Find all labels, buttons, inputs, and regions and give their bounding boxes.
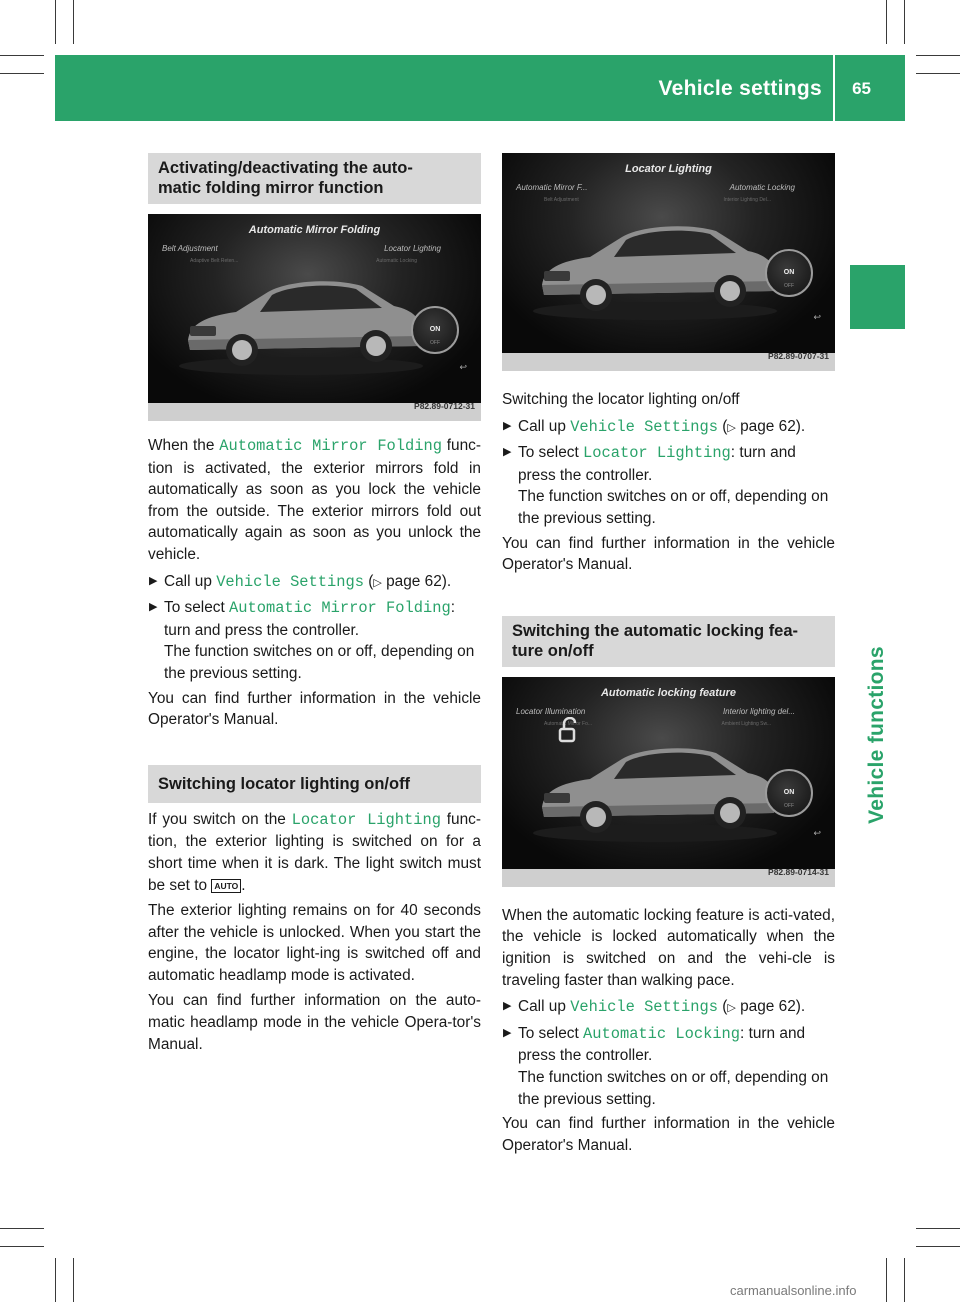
instruction-step: [502, 996, 835, 1020]
arrow-right-icon: ▶: [149, 601, 158, 614]
text: Call up: [518, 998, 571, 1016]
arrow-right-icon: ▶: [149, 574, 158, 587]
triangle-right-icon: ▷: [373, 576, 382, 589]
display-sub-right: Interior Lighting Del...: [723, 197, 771, 203]
text: (: [717, 998, 728, 1016]
text: To select: [518, 1024, 584, 1042]
figure-mirror-folding: [148, 214, 481, 421]
page-number: 65: [852, 79, 871, 98]
display-title: Automatic Mirror Folding: [248, 224, 381, 236]
display-menu-left: Locator Illumination: [516, 706, 586, 716]
arrow-right-icon: ▶: [503, 446, 512, 459]
page-header-title: Vehicle settings: [658, 77, 822, 100]
dial-off-label: OFF: [784, 283, 794, 289]
car-illustration: [530, 203, 780, 323]
header-divider: [833, 55, 835, 121]
crop-mark: [916, 73, 960, 74]
crop-mark: [916, 1246, 960, 1247]
crop-mark: [73, 1258, 74, 1302]
text: .: [241, 876, 246, 894]
controller-dial: [765, 249, 813, 297]
crop-mark: [0, 1246, 44, 1247]
crop-mark: [0, 73, 44, 74]
text: press the controller.: [518, 466, 653, 484]
display-screen: [502, 153, 835, 353]
display-sub-left: Automatic Mirror Fo...: [544, 720, 593, 727]
page-reference[interactable]: page 62).: [381, 572, 452, 590]
text: (: [363, 572, 374, 590]
text: If you switch on the: [148, 810, 292, 828]
menu-reference: Locator Lighting: [583, 444, 731, 463]
text: To select: [518, 444, 584, 462]
display-sub-right: Ambient Lighting Sw...: [721, 720, 771, 727]
text: : turn and: [730, 444, 796, 462]
crop-mark: [904, 1258, 905, 1302]
dial-off-label: OFF: [430, 340, 440, 346]
car-illustration: [530, 725, 780, 845]
text: (: [717, 417, 728, 435]
section-heading-locator-lighting: Switching locator lighting on/off: [148, 765, 481, 803]
instruction-step: [502, 442, 835, 529]
paragraph: When the automatic locking feature is acti-vated, the vehicle is locked automatically when the ignition is switched on and the vehi-cle is traveling faster than walking pace.: [502, 906, 835, 989]
instruction-step: [148, 597, 481, 684]
display-menu-left: Belt Adjustment: [162, 244, 218, 253]
menu-reference: Automatic Locking: [583, 1024, 741, 1043]
arrow-right-icon: ▶: [503, 1000, 512, 1013]
section-heading-automatic-locking: Switching the automatic locking fea- ture on/off: [502, 616, 835, 667]
text: The function switches on or off, depending on the previous setting.: [518, 1068, 829, 1108]
text: func-tion, the exterior lighting is switched on for a short time when it is dark. The light switch must be set to: [148, 810, 481, 894]
display-sub-right: Automatic Locking: [376, 258, 417, 264]
crop-mark: [0, 55, 44, 56]
crop-mark: [916, 1228, 960, 1229]
paragraph: [148, 435, 481, 566]
side-tab-label: Vehicle functions: [865, 646, 888, 824]
side-tab-marker: [850, 265, 905, 329]
text: The function switches on or off, depending on the previous setting.: [164, 643, 475, 682]
dial-on-label: ON: [783, 788, 795, 796]
paragraph: You can find further information on the auto-matic headlamp mode in the vehicle Opera-tor's Manual.: [148, 992, 481, 1053]
display-menu-right: Automatic Locking: [729, 183, 795, 192]
figure-code: P82.89-0707-31: [768, 351, 829, 362]
section-heading-mirror-folding: Activating/deactivating the auto- matic folding mirror function: [148, 153, 481, 204]
display-sub-left: Belt Adjustment: [544, 197, 579, 203]
auto-switch-icon: AUTO: [211, 879, 241, 893]
display-menu-left: Automatic Mirror F...: [516, 183, 588, 192]
paragraph: The exterior lighting remains on for 40 seconds after the vehicle is unlocked. When you start the engine, the locator light-ing is switched off and automatic headlamp mode is activated.: [148, 902, 481, 984]
back-icon: ↩: [813, 312, 821, 323]
dial-on-label: ON: [783, 269, 795, 276]
crop-mark: [886, 1258, 887, 1302]
crop-mark: [886, 0, 887, 44]
dial-on-label: ON: [429, 326, 441, 333]
display-sub-left: Adaptive Belt Reten...: [190, 258, 239, 264]
dial-off-label: OFF: [784, 802, 794, 809]
back-icon: ↩: [459, 362, 467, 373]
back-icon: ↩: [813, 828, 821, 839]
figure-automatic-locking: [502, 677, 835, 887]
menu-reference: Automatic Mirror Folding: [219, 437, 442, 455]
text: The function switches on or off, depending on the previous setting.: [518, 488, 829, 527]
text: func-tion is activated, the exterior mirrors fold in automatically as soon as you lock the vehicle from the outside. The exterior mirrors fold out automatically again as soon as you unlock the vehicle.: [148, 437, 481, 563]
display-menu-right: Interior lighting del...: [722, 706, 795, 716]
right-column: [502, 153, 835, 1156]
text: To select: [164, 599, 230, 617]
controller-dial: [411, 306, 459, 354]
menu-reference: Locator Lighting: [291, 810, 441, 829]
text: When the: [148, 437, 220, 454]
page-reference[interactable]: page 62).: [735, 417, 806, 435]
text: Call up: [164, 572, 217, 590]
figure-code: P82.89-0712-31: [414, 401, 475, 412]
menu-reference: Automatic Mirror Folding: [229, 599, 451, 618]
controller-dial: [765, 769, 813, 817]
menu-reference: Vehicle Settings: [570, 417, 718, 436]
crop-mark: [904, 0, 905, 44]
watermark[interactable]: carmanualsonline.info: [730, 1283, 857, 1298]
triangle-right-icon: ▷: [727, 1002, 736, 1015]
text: : turn and: [740, 1024, 806, 1042]
menu-reference: Vehicle Settings: [570, 998, 718, 1017]
side-tab: [853, 600, 901, 870]
display-title: Automatic locking feature: [600, 686, 737, 699]
display-title: Locator Lighting: [625, 163, 712, 175]
display-screen: [148, 214, 481, 403]
figure-locator-lighting: [502, 153, 835, 371]
paragraph: [148, 809, 481, 896]
text: :: [450, 599, 455, 617]
page-header: [55, 55, 905, 121]
crop-mark: [55, 1258, 56, 1302]
crop-mark: [916, 55, 960, 56]
menu-reference: Vehicle Settings: [216, 572, 364, 591]
text: turn and press the controller.: [164, 621, 360, 639]
display-menu-right: Locator Lighting: [384, 244, 441, 253]
car-illustration: [176, 258, 426, 378]
paragraph: You can find further information in the vehicle Operator's Manual.: [148, 689, 481, 729]
crop-mark: [73, 0, 74, 44]
triangle-right-icon: ▷: [727, 421, 736, 434]
crop-mark: [0, 1228, 44, 1229]
paragraph: You can find further information in the vehicle Operator's Manual.: [502, 534, 835, 574]
instruction-step: [502, 1023, 835, 1110]
paragraph: Switching the locator lighting on/off: [502, 391, 740, 408]
paragraph: You can find further information in the vehicle Operator's Manual.: [502, 1115, 835, 1154]
instruction-step: [502, 416, 835, 440]
arrow-right-icon: ▶: [503, 1026, 512, 1039]
display-screen: [502, 677, 835, 869]
figure-code: P82.89-0714-31: [768, 867, 829, 878]
crop-mark: [55, 0, 56, 44]
arrow-right-icon: ▶: [503, 419, 512, 432]
text: press the controller.: [518, 1047, 653, 1065]
left-column: [148, 153, 481, 1055]
page-reference[interactable]: page 62).: [735, 998, 806, 1016]
instruction-step: [148, 571, 481, 595]
text: Call up: [518, 417, 571, 435]
